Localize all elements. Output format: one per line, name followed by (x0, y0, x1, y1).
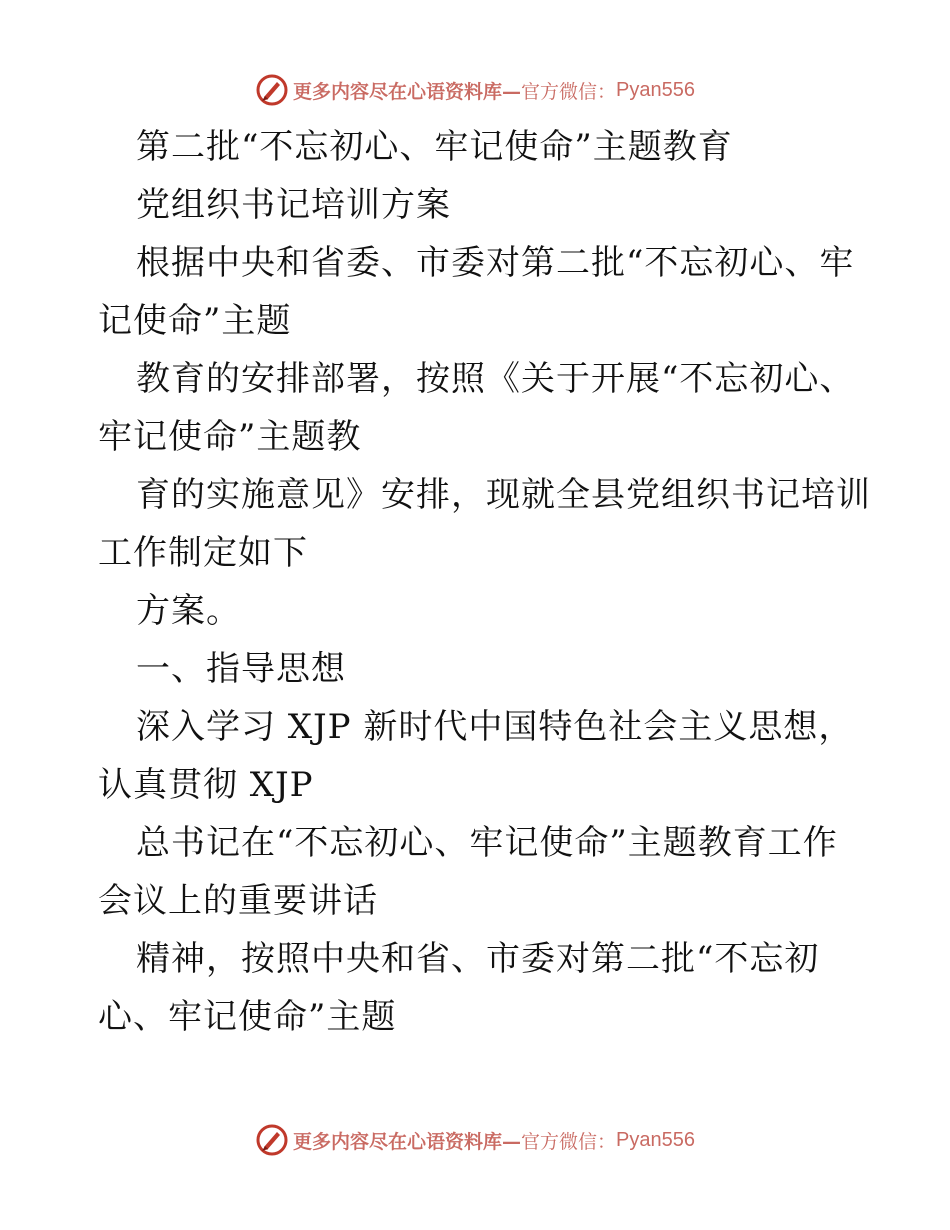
footer-banner[interactable] (0, 1120, 950, 1160)
text-line: 会议上的重要讲话 (98, 881, 378, 921)
banner-wechat-label: 官方微信： (521, 80, 617, 103)
text-line: 工作制定如下 (98, 533, 308, 573)
text-line: 方案。 (136, 591, 241, 631)
text-line: 认真贯彻 XJP (98, 765, 314, 805)
document-body (98, 118, 871, 1046)
text-line: 育的实施意见》安排，现就全县党组织书记培训 (136, 475, 871, 515)
banner-wechat-id: Pyan556 (616, 78, 695, 101)
text-line: 记使命”主题 (98, 301, 292, 341)
text-line: 精神，按照中央和省、市委对第二批“不忘初 (136, 939, 820, 979)
red-circle-pen-logo-icon (255, 1123, 289, 1157)
text-line: 党组织书记培训方案 (136, 185, 451, 225)
text-line: 总书记在“不忘初心、牢记使命”主题教育工作 (136, 823, 838, 863)
red-circle-pen-logo-icon (255, 73, 289, 107)
text-line: 心、牢记使命”主题 (98, 997, 397, 1037)
banner-wechat-id: Pyan556 (616, 1128, 695, 1151)
text-line: 深入学习 XJP 新时代中国特色社会主义思想， (136, 707, 854, 747)
banner-wechat-label: 官方微信： (521, 1130, 617, 1153)
header-banner[interactable] (0, 70, 950, 110)
banner-text: 更多内容尽在心语资料库— (293, 80, 522, 103)
text-line: 一、指导思想 (136, 649, 346, 689)
banner-text: 更多内容尽在心语资料库— (293, 1130, 522, 1153)
text-line: 根据中央和省委、市委对第二批“不忘初心、牢 (136, 243, 855, 283)
text-line: 教育的安排部署，按照《关于开展“不忘初心、 (136, 359, 855, 399)
text-line: 牢记使命”主题教 (98, 417, 362, 457)
text-line: 第二批“不忘初心、牢记使命”主题教育 (136, 127, 733, 167)
